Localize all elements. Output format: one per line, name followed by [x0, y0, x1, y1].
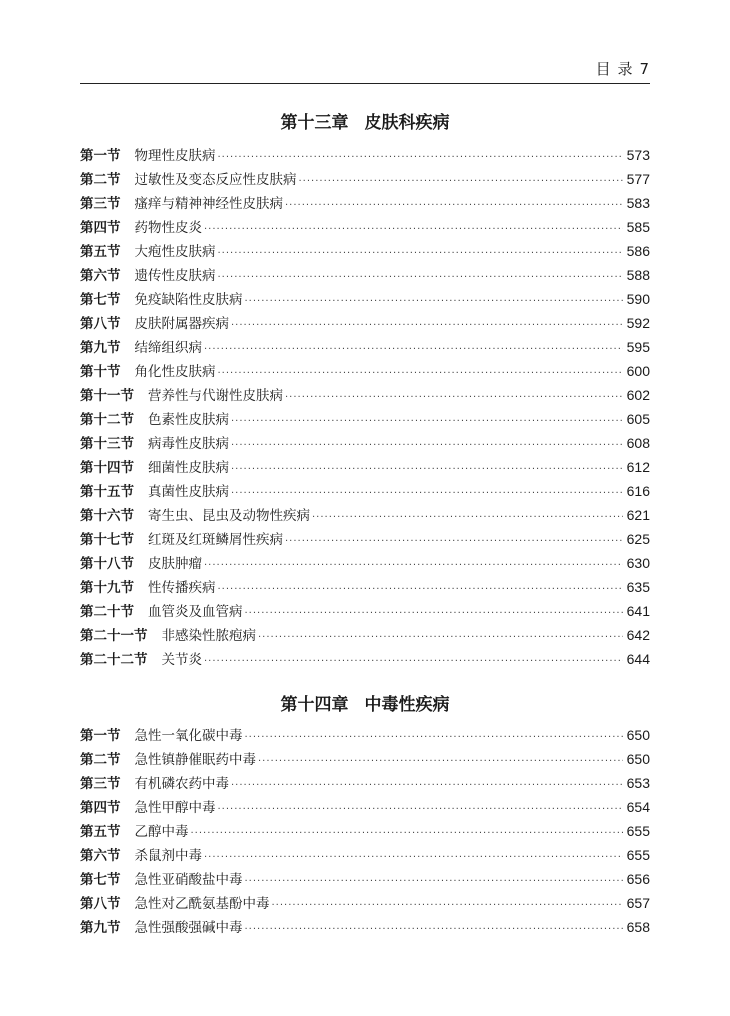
dot-leader [245, 924, 623, 935]
section-title: 非感染性脓疱病 [161, 628, 256, 644]
section-page: 641 [626, 603, 650, 619]
section-number: 第十二节 [80, 412, 134, 428]
dot-leader [272, 900, 623, 911]
dot-leader [245, 732, 623, 743]
toc-entry[interactable] [80, 600, 650, 624]
dot-leader [218, 804, 623, 815]
dot-leader [231, 780, 623, 791]
section-title: 急性亚硝酸盐中毒 [134, 872, 243, 888]
section-title: 性传播疾病 [148, 580, 216, 596]
section-number: 第十一节 [80, 388, 134, 404]
section-title: 物理性皮肤病 [134, 148, 216, 164]
section-title: 瘙痒与精神神经性皮肤病 [134, 196, 283, 212]
chapter-13-toc [80, 144, 650, 672]
section-number: 第五节 [80, 244, 121, 260]
header-divider [80, 83, 650, 84]
section-number: 第六节 [80, 268, 121, 284]
dot-leader [245, 608, 623, 619]
section-page: 653 [626, 775, 650, 791]
toc-entry[interactable] [80, 216, 650, 240]
dot-leader [299, 176, 623, 187]
section-title: 血管炎及血管病 [148, 604, 243, 620]
dot-leader [258, 632, 623, 643]
section-number: 第二十节 [80, 604, 134, 620]
toc-entry[interactable] [80, 844, 650, 868]
section-number: 第一节 [80, 728, 121, 744]
dot-leader [258, 756, 623, 767]
section-page: 586 [626, 243, 650, 259]
dot-leader [204, 344, 623, 355]
section-title: 乙醇中毒 [134, 824, 189, 840]
toc-entry[interactable] [80, 796, 650, 820]
toc-entry[interactable] [80, 360, 650, 384]
chapter-14-toc [80, 724, 650, 940]
chapter-number: 第十四章 [280, 695, 349, 715]
section-title: 结缔组织病 [134, 340, 202, 356]
section-number: 第十八节 [80, 556, 134, 572]
dot-leader [218, 272, 623, 283]
section-page: 583 [626, 195, 650, 211]
section-page: 588 [626, 267, 650, 283]
section-page: 657 [626, 895, 650, 911]
section-number: 第一节 [80, 148, 121, 164]
toc-entry[interactable] [80, 384, 650, 408]
section-page: 577 [626, 171, 650, 187]
section-number: 第十七节 [80, 532, 134, 548]
toc-entry[interactable] [80, 576, 650, 600]
section-title: 皮肤附属器疾病 [134, 316, 229, 332]
section-title: 营养性与代谢性皮肤病 [148, 388, 283, 404]
page-header [80, 56, 650, 86]
section-page: 608 [626, 435, 650, 451]
section-title: 急性镇静催眠药中毒 [134, 752, 256, 768]
toc-entry[interactable] [80, 336, 650, 360]
section-number: 第九节 [80, 340, 121, 356]
dot-leader [231, 440, 623, 451]
section-number: 第九节 [80, 920, 121, 936]
section-number: 第十九节 [80, 580, 134, 596]
toc-entry[interactable] [80, 240, 650, 264]
toc-entry[interactable] [80, 408, 650, 432]
section-page: 656 [626, 871, 650, 887]
section-page: 621 [626, 507, 650, 523]
section-number: 第四节 [80, 800, 121, 816]
toc-entry[interactable] [80, 312, 650, 336]
section-page: 658 [626, 919, 650, 935]
section-number: 第四节 [80, 220, 121, 236]
toc-entry[interactable] [80, 724, 650, 748]
toc-entry[interactable] [80, 456, 650, 480]
dot-leader [204, 224, 623, 235]
chapter-name: 中毒性疾病 [364, 695, 450, 715]
dot-leader [285, 392, 623, 403]
section-title: 杀鼠剂中毒 [134, 848, 202, 864]
section-number: 第十三节 [80, 436, 134, 452]
section-page: 655 [626, 847, 650, 863]
dot-leader [312, 512, 623, 523]
section-number: 第八节 [80, 316, 121, 332]
section-page: 625 [626, 531, 650, 547]
section-title: 细菌性皮肤病 [148, 460, 229, 476]
section-page: 602 [626, 387, 650, 403]
toc-entry[interactable] [80, 820, 650, 844]
toc-entry[interactable] [80, 624, 650, 648]
toc-entry[interactable] [80, 168, 650, 192]
section-title: 急性强酸强碱中毒 [134, 920, 243, 936]
section-page: 616 [626, 483, 650, 499]
toc-entry[interactable] [80, 772, 650, 796]
section-title: 急性一氧化碳中毒 [134, 728, 243, 744]
header-page-number: 7 [639, 60, 650, 78]
dot-leader [231, 464, 623, 475]
toc-entry[interactable] [80, 916, 650, 940]
section-page: 605 [626, 411, 650, 427]
section-number: 第十六节 [80, 508, 134, 524]
toc-entry[interactable] [80, 892, 650, 916]
section-number: 第十节 [80, 364, 121, 380]
chapter-name: 皮肤科疾病 [364, 113, 450, 133]
dot-leader [245, 296, 623, 307]
section-title: 过敏性及变态反应性皮肤病 [134, 172, 297, 188]
section-page: 600 [626, 363, 650, 379]
section-page: 655 [626, 823, 650, 839]
dot-leader [218, 584, 623, 595]
dot-leader [231, 488, 623, 499]
chapter-14-title [80, 690, 650, 715]
running-header [596, 58, 650, 79]
section-page: 585 [626, 219, 650, 235]
toc-entry[interactable] [80, 480, 650, 504]
section-page: 654 [626, 799, 650, 815]
dot-leader [285, 536, 623, 547]
section-title: 有机磷农药中毒 [134, 776, 229, 792]
section-title: 角化性皮肤病 [134, 364, 216, 380]
section-title: 皮肤肿瘤 [148, 556, 202, 572]
dot-leader [218, 248, 623, 259]
toc-entry[interactable] [80, 748, 650, 772]
section-number: 第二十一节 [80, 628, 148, 644]
section-title: 红斑及红斑鳞屑性疾病 [148, 532, 283, 548]
dot-leader [285, 200, 623, 211]
section-page: 644 [626, 651, 650, 667]
section-page: 650 [626, 751, 650, 767]
section-number: 第五节 [80, 824, 121, 840]
dot-leader [231, 320, 623, 331]
toc-entry[interactable] [80, 528, 650, 552]
section-title: 大疱性皮肤病 [134, 244, 216, 260]
section-page: 573 [626, 147, 650, 163]
section-page: 630 [626, 555, 650, 571]
toc-entry[interactable] [80, 288, 650, 312]
section-page: 635 [626, 579, 650, 595]
toc-entry[interactable] [80, 648, 650, 672]
toc-entry[interactable] [80, 432, 650, 456]
section-number: 第二节 [80, 752, 121, 768]
section-number: 第三节 [80, 196, 121, 212]
section-number: 第二十二节 [80, 652, 148, 668]
section-number: 第七节 [80, 292, 121, 308]
section-page: 612 [626, 459, 650, 475]
section-number: 第七节 [80, 872, 121, 888]
chapter-number: 第十三章 [280, 113, 349, 133]
section-number: 第三节 [80, 776, 121, 792]
section-title: 寄生虫、昆虫及动物性疾病 [148, 508, 310, 524]
section-title: 真菌性皮肤病 [148, 484, 229, 500]
section-title: 急性甲醇中毒 [134, 800, 216, 816]
toc-entry[interactable] [80, 504, 650, 528]
dot-leader [218, 368, 623, 379]
toc-entry[interactable] [80, 144, 650, 168]
dot-leader [204, 852, 623, 863]
section-page: 650 [626, 727, 650, 743]
section-title: 关节炎 [161, 652, 202, 668]
section-number: 第八节 [80, 896, 121, 912]
section-number: 第十四节 [80, 460, 134, 476]
chapter-13-title [80, 108, 650, 133]
section-title: 免疫缺陷性皮肤病 [134, 292, 243, 308]
section-number: 第二节 [80, 172, 121, 188]
section-title: 药物性皮炎 [134, 220, 202, 236]
section-number: 第十五节 [80, 484, 134, 500]
dot-leader [218, 152, 623, 163]
dot-leader [204, 560, 623, 571]
header-label: 目 录 [595, 60, 634, 78]
dot-leader [245, 876, 623, 887]
section-title: 急性对乙酰氨基酚中毒 [134, 896, 270, 912]
dot-leader [204, 656, 623, 667]
toc-entry[interactable] [80, 264, 650, 288]
section-page: 592 [626, 315, 650, 331]
section-title: 色素性皮肤病 [148, 412, 229, 428]
toc-entry[interactable] [80, 552, 650, 576]
section-page: 590 [626, 291, 650, 307]
dot-leader [191, 828, 623, 839]
section-title: 遗传性皮肤病 [134, 268, 216, 284]
toc-entry[interactable] [80, 192, 650, 216]
section-page: 595 [626, 339, 650, 355]
toc-entry[interactable] [80, 868, 650, 892]
section-title: 病毒性皮肤病 [148, 436, 229, 452]
section-number: 第六节 [80, 848, 121, 864]
section-page: 642 [626, 627, 650, 643]
dot-leader [231, 416, 623, 427]
